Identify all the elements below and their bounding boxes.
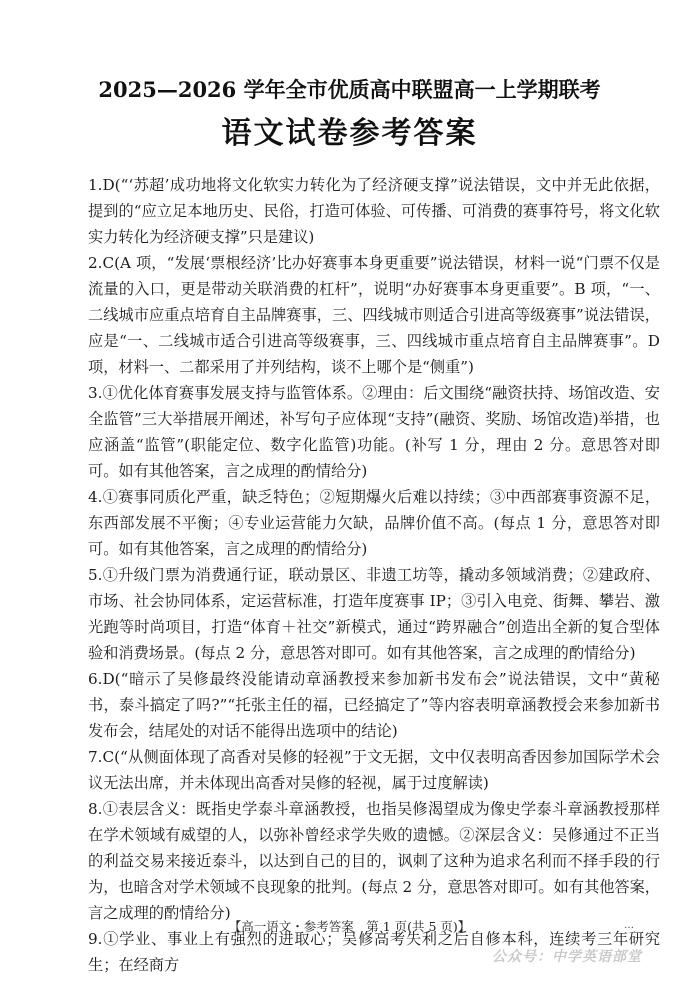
answer-text: ①升级门票为消费通行证，联动景区、非遗工坊等，撬动多领域消费；②建政府、市场、社会协同体系，定运营标准，打造年度赛事 IP；③引入电竞、街舞、攀岩、激光跑等时尚项目，打造“体育＋社交”新模式，通过“跨界融合”创造出全新的复合型体验和消费场景。(每点 2 分，意思答对即可。如有其他答案，言之成理的酌情给分): [88, 566, 660, 662]
page-footer: 【高一语文・参考答案 第 1 页(共 5 页)】: [228, 919, 471, 934]
answer-number: 9.: [88, 930, 103, 948]
answer-number: 7.: [88, 748, 103, 766]
answer-number: 4.: [88, 488, 103, 506]
answer-number: 8.: [88, 800, 103, 818]
answer-item-1: [88, 172, 660, 250]
answer-text: ①表层含义：既指史学泰斗章涵教授，也指吴修渴望成为像史学泰斗章涵教授那样在学术领域有威望的人，以弥补曾经求学失败的遗憾。②深层含义：吴修通过不正当的利益交易来接近泰斗，以达到自己的目的，讽刺了这种为追求名利而不择手段的行为，也暗含对学术领域不良现象的批判。(每点 2 分，意思答对即可。如有其他答案，言之成理的酌情给分): [88, 800, 660, 922]
answer-text: C(“从侧面体现了高香对吴修的轻视”于文无据，文中仅表明高香因参加国际学术会议无法出席，并未体现出高香对吴修的轻视，属于过度解读): [88, 748, 660, 792]
answer-item-5: [88, 562, 660, 666]
answer-text: ①赛事同质化严重，缺乏特色；②短期爆火后难以持续；③中西部赛事资源不足，东西部发展不平衡；④专业运营能力欠缺，品牌价值不高。(每点 1 分，意思答对即可。如有其他答案，言之成理的酌情给分): [88, 488, 660, 558]
exam-title: 2025—2026 学年全市优质高中联盟高一上学期联考: [98, 77, 601, 102]
answer-text: ①学业、事业上有强烈的进取心；吴修高考失利之后自修本科，连续考三年研究生；在经商方: [88, 930, 660, 974]
answer-text: C(A 项，“发展‘票根经济’比办好赛事本身更重要”说法错误，材料一说“门票不仅是流量的入口，更是带动关联消费的杠杆”，说明“办好赛事本身更重要”。B 项，“一、二线城市应重点培育自主品牌赛事，三、四线城市则适合引进高等级赛事”说法错误，应是“一、二线城市适合引进高等级赛事，三、四线城市重点培育自主品牌赛事”。D 项，材料一、二都采用了并列结构，谈不上哪个是“侧重”): [88, 254, 660, 376]
footer-ellipsis: …: [624, 920, 634, 931]
answer-item-3: [88, 380, 660, 484]
answer-text: ①优化体育赛事发展支持与监管体系。②理由：后文围绕“融资扶持、场馆改造、安全监管”三大举措展开阐述，补写句子应体现“支持”(融资、奖励、场馆改造)举措，也应涵盖“监管”(职能定位、数字化监管)功能。(补写 1 分，理由 2 分。意思答对即可。如有其他答案，言之成理的酌情给分): [88, 384, 660, 480]
answer-number: 2.: [88, 254, 103, 272]
answer-item-8: [88, 796, 660, 926]
answer-item-2: [88, 250, 660, 380]
answer-number: 1.: [88, 176, 103, 194]
answer-number: 6.: [88, 670, 103, 688]
document-title: 语文试卷参考答案: [221, 116, 478, 151]
answer-list: [88, 172, 660, 978]
answer-number: 5.: [88, 566, 103, 584]
answer-text: D(“暗示了吴修最终没能请动章涵教授来参加新书发布会”说法错误，文中“黄秘书，泰斗搞定了吗?”“托张主任的福，已经搞定了”等内容表明章涵教授会来参加新书发布会，结尾处的对话不能得出选项中的结论): [88, 670, 660, 740]
answer-number: 3.: [88, 384, 103, 402]
answer-item-7: [88, 744, 660, 796]
answer-item-6: [88, 666, 660, 744]
answer-text: D(“‘苏超’成功地将文化软实力转化为了经济硬支撑”说法错误，文中并无此依据，提到的“应立足本地历史、民俗，打造可体验、可传播、可消费的赛事符号，将文化软实力转化为经济硬支撑”只是建议): [88, 176, 660, 246]
watermark: 公众号：中学英语部堂: [492, 949, 642, 965]
answer-item-4: [88, 484, 660, 562]
